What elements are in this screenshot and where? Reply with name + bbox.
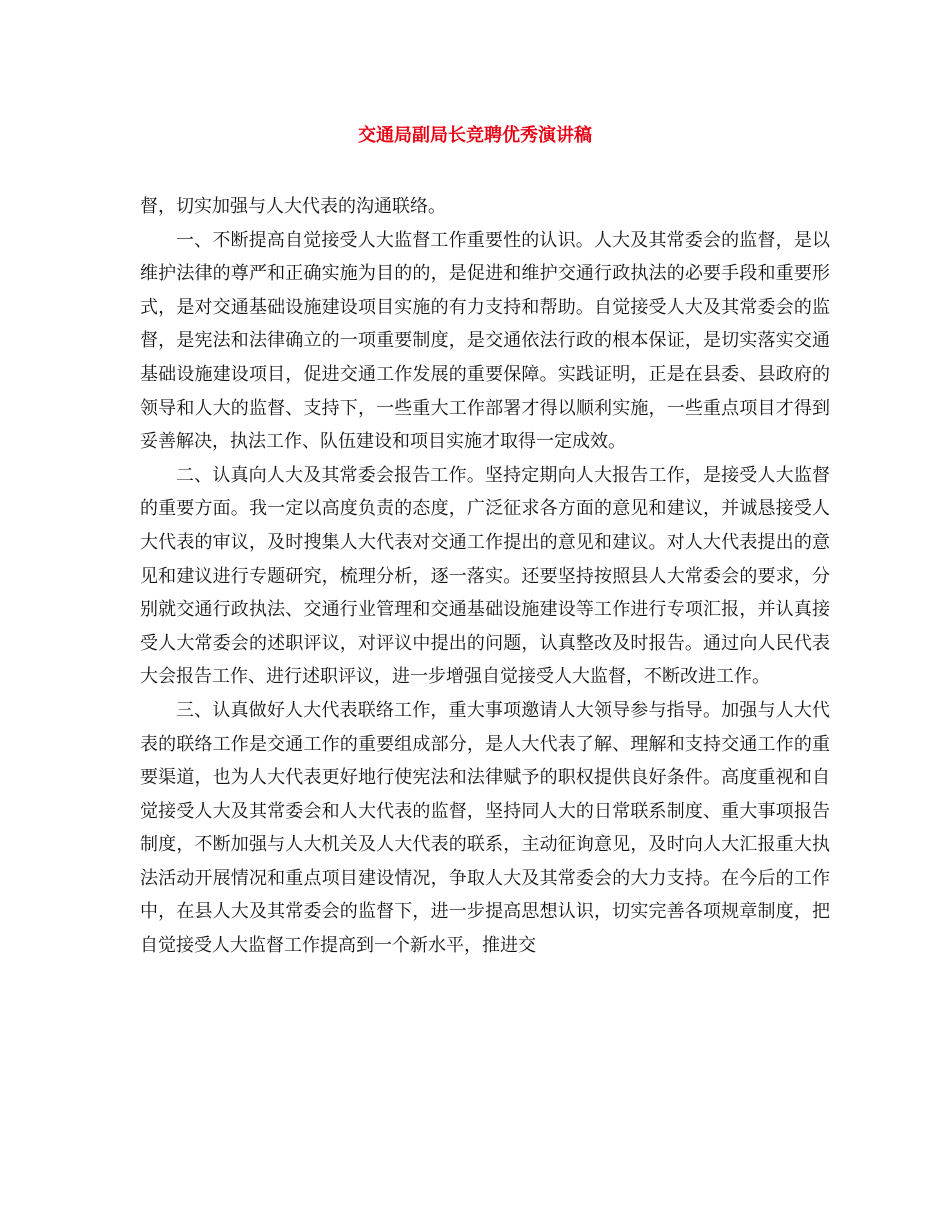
- paragraph-2: 二、认真向人大及其常委会报告工作。坚持定期向人大报告工作，是接受人大监督的重要方面。我一定以高度负责的态度，广泛征求各方面的意见和建议，并诚恳接受人大代表的审议，及时搜集人大代表对交通工作提出的意见和建议。对人大代表提出的意见和建议进行专题研究，梳理分析，逐一落实。还要坚持按照县人大常委会的要求，分别就交通行政执法、交通行业管理和交通基础设施建设等工作进行专项汇报，并认真接受人大常委会的述职评议，对评议中提出的问题，认真整改及时报告。通过向人民代表大会报告工作、进行述职评议，进一步增强自觉接受人大监督，不断改进工作。: [140, 464, 830, 688]
- document-body: [140, 190, 830, 963]
- paragraph-1: 一、不断提高自觉接受人大监督工作重要性的认识。人大及其常委会的监督，是以维护法律的尊严和正确实施为目的的，是促进和维护交通行政执法的必要手段和重要形式，是对交通基础设施建设项目实施的有力支持和帮助。自觉接受人大及其常委会的监督，是宪法和法律确立的一项重要制度，是交通依法行政的根本保证，是切实落实交通基础设施建设项目，促进交通工作发展的重要保障。实践证明，正是在县委、县政府的领导和人大的监督、支持下，一些重大工作部署才得以顺利实施，一些重点项目才得到妥善解决，执法工作、队伍建设和项目实施才取得一定成效。: [140, 229, 830, 453]
- document-title: 交通局副局长竞聘优秀演讲稿: [358, 125, 592, 146]
- paragraph-3: 三、认真做好人大代表联络工作，重大事项邀请人大领导参与指导。加强与人大代表的联络工作是交通工作的重要组成部分，是人大代表了解、理解和支持交通工作的重要渠道，也为人大代表更好地行使宪法和法律赋予的职权提供良好条件。高度重视和自觉接受人大及其常委会和人大代表的监督，坚持同人大的日常联系制度、重大事项报告制度，不断加强与人大机关及人大代表的联系，主动征询意见，及时向人大汇报重大执法活动开展情况和重点项目建设情况，争取人大及其常委会的大力支持。在今后的工作中，在县人大及其常委会的监督下，进一步提高思想认识，切实完善各项规章制度，把自觉接受人大监督工作提高到一个新水平，推进交: [140, 699, 830, 957]
- paragraph-continuation: 督，切实加强与人大代表的沟通联络。: [140, 196, 446, 217]
